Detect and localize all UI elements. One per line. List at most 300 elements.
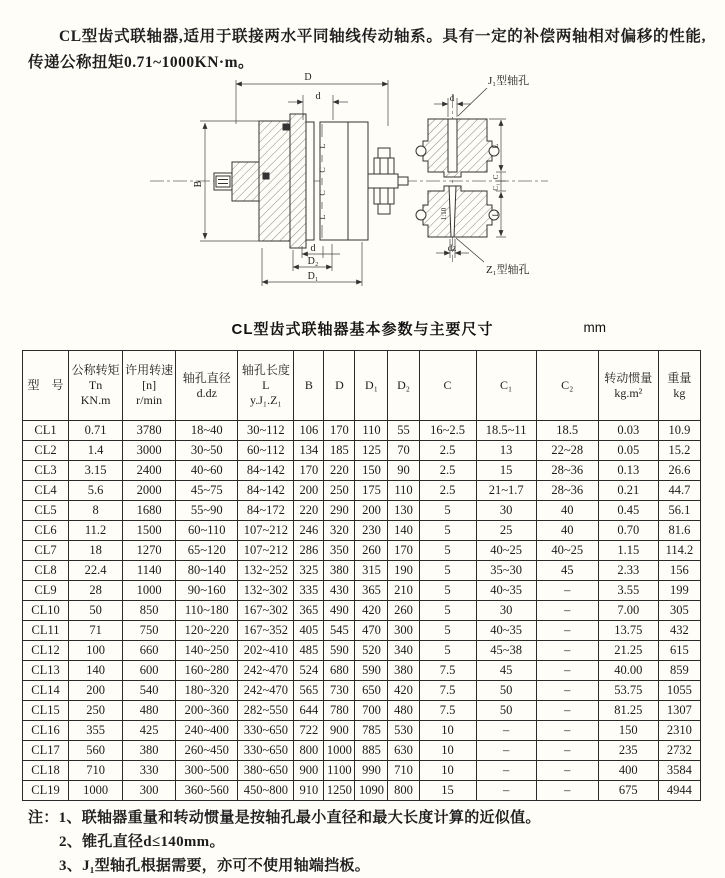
table-head-row <box>23 351 701 421</box>
column-header: 型 号 <box>23 351 69 421</box>
table-row <box>23 641 701 661</box>
model-cell: CL14 <box>23 681 69 701</box>
value-cell: 680 <box>324 661 355 681</box>
dim-label-C1: C <box>318 167 327 173</box>
value-cell: 675 <box>598 781 658 801</box>
parameters-table <box>22 350 701 801</box>
value-cell: 10 <box>419 721 476 741</box>
value-cell: 3780 <box>123 421 176 441</box>
value-cell: 55~90 <box>176 501 238 521</box>
table-row <box>23 601 701 621</box>
model-cell: CL9 <box>23 581 69 601</box>
value-cell: 40 <box>536 521 598 541</box>
value-cell: 15 <box>476 461 536 481</box>
value-cell: 5 <box>419 561 476 581</box>
value-cell: 250 <box>324 481 355 501</box>
value-cell: 230 <box>355 521 388 541</box>
value-cell: 45~38 <box>476 641 536 661</box>
value-cell: 150 <box>598 721 658 741</box>
value-cell: 65~120 <box>176 541 238 561</box>
value-cell: 84~142 <box>238 481 294 501</box>
dim-label-C2: C <box>318 190 327 196</box>
model-cell: CL1 <box>23 421 69 441</box>
value-cell: 7.00 <box>598 601 658 621</box>
value-cell: – <box>536 781 598 801</box>
model-cell: CL15 <box>23 701 69 721</box>
value-cell: 365 <box>355 581 388 601</box>
value-cell: 600 <box>123 661 176 681</box>
value-cell: 5 <box>419 621 476 641</box>
column-header: 公称转矩 Tn KN.m <box>69 351 123 421</box>
column-header: D <box>324 351 355 421</box>
table-row <box>23 461 701 481</box>
j1-hub-section <box>416 119 500 180</box>
table-row <box>23 721 701 741</box>
value-cell: 90~160 <box>176 581 238 601</box>
value-cell: 2.5 <box>419 481 476 501</box>
value-cell: 1.4 <box>69 441 123 461</box>
value-cell: 175 <box>355 481 388 501</box>
table-row <box>23 521 701 541</box>
model-cell: CL19 <box>23 781 69 801</box>
value-cell: 5 <box>419 601 476 621</box>
value-cell: 16~2.5 <box>419 421 476 441</box>
value-cell: 13 <box>476 441 536 461</box>
value-cell: 315 <box>355 561 388 581</box>
value-cell: 0.05 <box>598 441 658 461</box>
table-row <box>23 701 701 721</box>
value-cell: 380 <box>123 741 176 761</box>
table-row <box>23 561 701 581</box>
table-row <box>23 501 701 521</box>
dim-label-d-top: d <box>315 91 321 102</box>
value-cell: 910 <box>294 781 324 801</box>
z1-hub-label: Z₁型轴孔 <box>486 264 530 276</box>
value-cell: – <box>476 761 536 781</box>
column-header: 重量 kg <box>658 351 700 421</box>
value-cell: – <box>536 741 598 761</box>
value-cell: 470 <box>355 621 388 641</box>
z1-hub-section <box>416 186 499 237</box>
value-cell: 3584 <box>658 761 700 781</box>
dim-label-dz: dz <box>447 243 457 253</box>
value-cell: 220 <box>294 501 324 521</box>
value-cell: 22.4 <box>69 561 123 581</box>
value-cell: 0.70 <box>598 521 658 541</box>
value-cell: 360~560 <box>176 781 238 801</box>
value-cell: 140 <box>388 521 419 541</box>
value-cell: 5.6 <box>69 481 123 501</box>
notes-section <box>28 806 708 878</box>
value-cell: 660 <box>123 641 176 661</box>
unit-label: mm <box>583 320 606 335</box>
model-cell: CL16 <box>23 721 69 741</box>
value-cell: 10 <box>419 761 476 781</box>
model-cell: CL6 <box>23 521 69 541</box>
model-cell: CL10 <box>23 601 69 621</box>
value-cell: 1100 <box>324 761 355 781</box>
value-cell: 300 <box>123 781 176 801</box>
table-title: CL型齿式联轴器基本参数与主要尺寸 <box>231 321 494 338</box>
value-cell: 40~25 <box>476 541 536 561</box>
dim-label-L-j1: L <box>491 143 500 149</box>
value-cell: 650 <box>355 681 388 701</box>
value-cell: 7.5 <box>419 681 476 701</box>
table-row <box>23 421 701 441</box>
value-cell: 235 <box>598 741 658 761</box>
value-cell: 45 <box>476 661 536 681</box>
value-cell: 325 <box>294 561 324 581</box>
note-item <box>28 830 708 854</box>
model-cell: CL17 <box>23 741 69 761</box>
column-header: C₁ <box>476 351 536 421</box>
value-cell: 18~40 <box>176 421 238 441</box>
dim-label-C1-gap: C₁ <box>492 183 500 191</box>
coupling-section <box>214 114 408 248</box>
value-cell: 524 <box>294 661 324 681</box>
column-header: 轴孔直径 d.dz <box>176 351 238 421</box>
table-title-row <box>0 318 725 342</box>
value-cell: 45~75 <box>176 481 238 501</box>
value-cell: 130 <box>388 501 419 521</box>
value-cell: 540 <box>123 681 176 701</box>
dim-label-C-gap: C <box>492 174 500 180</box>
note-text: 3、J₁型轴孔根据需要，亦可不使用轴端挡板。 <box>59 858 371 874</box>
value-cell: 355 <box>69 721 123 741</box>
dim-label-B: B <box>193 180 204 188</box>
table-body <box>23 421 701 801</box>
value-cell: 0.03 <box>598 421 658 441</box>
value-cell: 565 <box>294 681 324 701</box>
value-cell: 722 <box>294 721 324 741</box>
value-cell: 420 <box>355 601 388 621</box>
value-cell: 1250 <box>324 781 355 801</box>
value-cell: 134 <box>294 441 324 461</box>
value-cell: 1090 <box>355 781 388 801</box>
value-cell: 2310 <box>658 721 700 741</box>
value-cell: 800 <box>388 781 419 801</box>
value-cell: 5 <box>419 581 476 601</box>
value-cell: 2732 <box>658 741 700 761</box>
column-header: D₂ <box>388 351 419 421</box>
value-cell: 140 <box>69 661 123 681</box>
value-cell: 320 <box>324 521 355 541</box>
dim-label-D: D <box>304 72 312 83</box>
value-cell: 405 <box>294 621 324 641</box>
value-cell: 15 <box>419 781 476 801</box>
note-item <box>28 854 708 878</box>
value-cell: 156 <box>658 561 700 581</box>
value-cell: 84~172 <box>238 501 294 521</box>
value-cell: 7.5 <box>419 701 476 721</box>
model-cell: CL3 <box>23 461 69 481</box>
value-cell: – <box>536 581 598 601</box>
table-row <box>23 581 701 601</box>
value-cell: 260 <box>388 601 419 621</box>
value-cell: 167~352 <box>238 621 294 641</box>
value-cell: 140~250 <box>176 641 238 661</box>
value-cell: 350 <box>324 541 355 561</box>
note-item <box>28 806 708 830</box>
value-cell: 200 <box>355 501 388 521</box>
value-cell: 50 <box>69 601 123 621</box>
value-cell: 242~470 <box>238 681 294 701</box>
value-cell: 100 <box>69 641 123 661</box>
value-cell: 40 <box>536 501 598 521</box>
value-cell: 13.75 <box>598 621 658 641</box>
value-cell: 81.6 <box>658 521 700 541</box>
value-cell: 26.6 <box>658 461 700 481</box>
value-cell: 60~110 <box>176 521 238 541</box>
table-row <box>23 621 701 641</box>
value-cell: 432 <box>658 621 700 641</box>
model-cell: CL13 <box>23 661 69 681</box>
j1-hub-label: J₁型轴孔 <box>488 75 530 87</box>
value-cell: 1000 <box>69 781 123 801</box>
value-cell: 44.7 <box>658 481 700 501</box>
value-cell: 630 <box>388 741 419 761</box>
value-cell: 30 <box>476 601 536 621</box>
table-row <box>23 681 701 701</box>
value-cell: 286 <box>294 541 324 561</box>
value-cell: 28~36 <box>536 481 598 501</box>
value-cell: 107~212 <box>238 541 294 561</box>
value-cell: – <box>536 601 598 621</box>
table-row <box>23 541 701 561</box>
value-cell: 0.71 <box>69 421 123 441</box>
value-cell: 15.2 <box>658 441 700 461</box>
value-cell: 200 <box>294 481 324 501</box>
value-cell: 1000 <box>324 741 355 761</box>
value-cell: 800 <box>294 741 324 761</box>
table-row <box>23 741 701 761</box>
value-cell: – <box>536 641 598 661</box>
value-cell: – <box>536 701 598 721</box>
value-cell: 2.33 <box>598 561 658 581</box>
value-cell: 21.25 <box>598 641 658 661</box>
value-cell: 545 <box>324 621 355 641</box>
value-cell: 590 <box>355 661 388 681</box>
value-cell: 5 <box>419 541 476 561</box>
model-cell: CL4 <box>23 481 69 501</box>
model-cell: CL2 <box>23 441 69 461</box>
value-cell: 167~302 <box>238 601 294 621</box>
value-cell: 8 <box>69 501 123 521</box>
value-cell: 22~28 <box>536 441 598 461</box>
value-cell: 1000 <box>123 581 176 601</box>
value-cell: 30 <box>476 501 536 521</box>
value-cell: 1680 <box>123 501 176 521</box>
value-cell: 1307 <box>658 701 700 721</box>
dim-label-d-bottom: d <box>310 243 316 254</box>
value-cell: 25 <box>476 521 536 541</box>
value-cell: 18.5~11 <box>476 421 536 441</box>
value-cell: 859 <box>658 661 700 681</box>
value-cell: 160~280 <box>176 661 238 681</box>
value-cell: 18.5 <box>536 421 598 441</box>
column-header: 轴孔长度 L y.J₁.Z₁ <box>238 351 294 421</box>
value-cell: 180~320 <box>176 681 238 701</box>
table-row <box>23 781 701 801</box>
value-cell: 330~650 <box>238 741 294 761</box>
value-cell: 1500 <box>123 521 176 541</box>
value-cell: 50 <box>476 701 536 721</box>
value-cell: 490 <box>324 601 355 621</box>
value-cell: 40~35 <box>476 621 536 641</box>
model-cell: CL5 <box>23 501 69 521</box>
value-cell: 28 <box>69 581 123 601</box>
value-cell: 2000 <box>123 481 176 501</box>
value-cell: 380~650 <box>238 761 294 781</box>
value-cell: 300~500 <box>176 761 238 781</box>
value-cell: 425 <box>123 721 176 741</box>
column-header: B <box>294 351 324 421</box>
value-cell: 90 <box>388 461 419 481</box>
note-text: 1、联轴器重量和转动惯量是按轴孔最小直径和最大长度计算的近似值。 <box>58 810 541 826</box>
value-cell: 40~35 <box>476 581 536 601</box>
dim-label-D2: D₂ <box>307 256 319 267</box>
value-cell: 30~50 <box>176 441 238 461</box>
value-cell: – <box>536 621 598 641</box>
value-cell: 0.13 <box>598 461 658 481</box>
value-cell: 35~30 <box>476 561 536 581</box>
intro-paragraph: CL型齿式联轴器,适用于联接两水平同轴线传动轴系。具有一定的补偿两轴相对偏移的性能,传递公称扭矩0.71~1000KN·m。 <box>28 27 706 71</box>
value-cell: 200 <box>69 681 123 701</box>
value-cell: 530 <box>388 721 419 741</box>
value-cell: 81.25 <box>598 701 658 721</box>
value-cell: 480 <box>123 701 176 721</box>
value-cell: 380 <box>324 561 355 581</box>
value-cell: 5 <box>419 521 476 541</box>
value-cell: 2.5 <box>419 441 476 461</box>
value-cell: 3.55 <box>598 581 658 601</box>
value-cell: 170 <box>388 541 419 561</box>
value-cell: 0.45 <box>598 501 658 521</box>
model-cell: CL18 <box>23 761 69 781</box>
value-cell: 330 <box>123 761 176 781</box>
value-cell: 450~800 <box>238 781 294 801</box>
value-cell: 420 <box>388 681 419 701</box>
value-cell: 240~400 <box>176 721 238 741</box>
value-cell: 3000 <box>123 441 176 461</box>
value-cell: 185 <box>324 441 355 461</box>
value-cell: 190 <box>388 561 419 581</box>
value-cell: 7.5 <box>419 661 476 681</box>
value-cell: 260 <box>355 541 388 561</box>
value-cell: 850 <box>123 601 176 621</box>
value-cell: – <box>536 721 598 741</box>
value-cell: 335 <box>294 581 324 601</box>
model-cell: CL7 <box>23 541 69 561</box>
value-cell: 400 <box>598 761 658 781</box>
value-cell: 300 <box>388 621 419 641</box>
value-cell: 120~220 <box>176 621 238 641</box>
model-cell: CL12 <box>23 641 69 661</box>
value-cell: 199 <box>658 581 700 601</box>
value-cell: – <box>476 721 536 741</box>
value-cell: 900 <box>294 761 324 781</box>
value-cell: 785 <box>355 721 388 741</box>
note-text: 2、锥孔直径d≤140mm。 <box>59 834 225 850</box>
dim-label-L-z1: L <box>491 211 500 217</box>
value-cell: 885 <box>355 741 388 761</box>
value-cell: 330~650 <box>238 721 294 741</box>
value-cell: 1140 <box>123 561 176 581</box>
taper-label: 1:10 <box>440 207 448 221</box>
value-cell: 53.75 <box>598 681 658 701</box>
table-row <box>23 441 701 461</box>
value-cell: 125 <box>355 441 388 461</box>
value-cell: 220 <box>324 461 355 481</box>
value-cell: 80~140 <box>176 561 238 581</box>
value-cell: 132~302 <box>238 581 294 601</box>
value-cell: 202~410 <box>238 641 294 661</box>
value-cell: 485 <box>294 641 324 661</box>
value-cell: 700 <box>355 701 388 721</box>
dim-label-L2: L <box>318 214 327 220</box>
value-cell: 56.1 <box>658 501 700 521</box>
column-header: C₂ <box>536 351 598 421</box>
dim-label-L1: L <box>318 143 327 149</box>
dim-label-d-hub: d <box>449 93 455 103</box>
value-cell: 70 <box>388 441 419 461</box>
value-cell: 1270 <box>123 541 176 561</box>
value-cell: 990 <box>355 761 388 781</box>
value-cell: 1055 <box>658 681 700 701</box>
value-cell: 290 <box>324 501 355 521</box>
value-cell: – <box>536 761 598 781</box>
value-cell: 55 <box>388 421 419 441</box>
model-cell: CL11 <box>23 621 69 641</box>
value-cell: 40~60 <box>176 461 238 481</box>
value-cell: 780 <box>324 701 355 721</box>
value-cell: 60~112 <box>238 441 294 461</box>
value-cell: 11.2 <box>69 521 123 541</box>
value-cell: 246 <box>294 521 324 541</box>
value-cell: 200~360 <box>176 701 238 721</box>
value-cell: 282~550 <box>238 701 294 721</box>
value-cell: 110~180 <box>176 601 238 621</box>
value-cell: 106 <box>294 421 324 441</box>
value-cell: 305 <box>658 601 700 621</box>
value-cell: 21~1.7 <box>476 481 536 501</box>
value-cell: 50 <box>476 681 536 701</box>
value-cell: 4944 <box>658 781 700 801</box>
value-cell: 71 <box>69 621 123 641</box>
column-header: C <box>419 351 476 421</box>
value-cell: 750 <box>123 621 176 641</box>
value-cell: – <box>536 661 598 681</box>
column-header: 转动惯量 kg.m² <box>598 351 658 421</box>
value-cell: 210 <box>388 581 419 601</box>
value-cell: 615 <box>658 641 700 661</box>
value-cell: 107~212 <box>238 521 294 541</box>
value-cell: 5 <box>419 501 476 521</box>
value-cell: 900 <box>324 721 355 741</box>
value-cell: 340 <box>388 641 419 661</box>
value-cell: 710 <box>388 761 419 781</box>
value-cell: 380 <box>388 661 419 681</box>
value-cell: 242~470 <box>238 661 294 681</box>
column-header: D₁ <box>355 351 388 421</box>
value-cell: 590 <box>324 641 355 661</box>
value-cell: 40.00 <box>598 661 658 681</box>
value-cell: 110 <box>388 481 419 501</box>
value-cell: 114.2 <box>658 541 700 561</box>
value-cell: 5 <box>419 641 476 661</box>
value-cell: 0.21 <box>598 481 658 501</box>
value-cell: 40~25 <box>536 541 598 561</box>
